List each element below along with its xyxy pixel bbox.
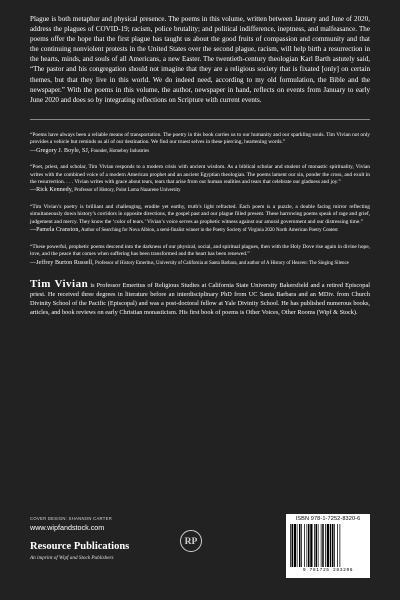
barcode-stripe [316,524,318,567]
barcode-stripe [322,524,324,567]
barcode-digits: 9 781725 283206 [302,568,354,573]
blurb [30,204,370,235]
blurb-author: —Gregory J. Boyle, SJ, [30,147,90,154]
barcode-stripe [327,524,329,567]
blurb [30,132,370,155]
blurb [30,164,370,195]
barcode-stripe [294,524,296,567]
barcode-icon [289,524,367,567]
publisher-logo-icon: RP [180,530,202,552]
barcode-stripe [337,524,338,567]
barcode-stripe [299,524,301,567]
blurb-attribution [30,187,370,195]
barcode-stripe [310,524,312,567]
isbn-label: ISBN 978-1-7252-8320-6 [295,516,361,522]
barcode-stripe [334,524,335,567]
barcode-stripe [321,524,322,567]
blurb-quote: “Tim Vivian’s poetry is brilliant and challenging, erudite yet earthy, truth’s light refracted. Each poem is a puzzle, a double facing mirror reflecting simultaneously down history’s corridors in opposite directions, the gospel past and our plague filled present. These harrowing poems speak of rage and grief, judgement and mercy. They know the ‘color of tears.’ Vivian’s voice serves as prophetic witness against our amoral government and our distressing time.” [30,204,370,225]
barcode-stripe [308,524,310,567]
publisher-website: www.wipfandstock.com [30,523,105,532]
barcode-stripe [304,524,305,567]
author-bio-text: is Professor Emeritus of Religious Studies at California State University Bakersfield and a retired Episcopal priest. He received three degrees in literature before an interdisciplinary PhD from UC Santa Barbara and an MDiv. from Church Divinity School of the Pacific (Episcopal) and was a post-doctoral fellow at Yale Divinity School. He has published numerous books, articles, and book reviews on early Christian monasticism. His first book of poems is Other Voices, Other Rooms (Wipf & Stock). [30,282,370,317]
blurb-quote: “Poems have always been a reliable means of transportation. The poetry in this book carries us to our humanity and our sparkling souls. Tim Vivian not only provides a vehicle but reminds us all of our destination. We find our truest selves in these piercing, heartening words.” [30,131,370,146]
blurb-quote: “Poet, priest, and scholar, Tim Vivian responds to a modern crisis with ancient wisdom. As a biblical scholar and student of monastic spirituality, Vivian writes with the combined voice of a modern American prophet and an ancient Egyptian theologian. The poems lament our sin, ponder the cross, and exult in the resurrection. . . . Vivian writes with grace about tears, tears that arise from our human realities and tears that celebrate our gladness and joy.” [30,164,370,186]
blurb-author: —Rick Kennedy, [30,187,74,194]
barcode-stripe [301,524,302,567]
barcode-stripe [340,524,341,567]
barcode-stripe [325,524,326,567]
barcode-stripe [290,524,291,567]
blurb-attribution [30,260,370,268]
barcode-stripe [292,524,294,567]
blurb-attribution [30,227,370,235]
footer [30,516,370,592]
barcode-stripe [307,524,308,567]
book-description: Plague is both metaphor and physical presence. The poems in this volume, written between January and June of 2020, address the plagues of COVID-19; racism, police brutality; and political indifference, ineptness, and malfeasance. The poems offer the hope that the first plague has taught us about the good fruits of compassion and community and that the continuing nonviolent protests in the United States over the second plague, racism, will help birth a resurrection in the hearts, minds, and souls of all Americans, a new Easter. The twentieth-century theologian Karl Barth astutely said, “The pastor and his congregation should not imagine that they are a religious society that is fixated [only] on certain themes, but that they live in this world. We do indeed need, according to my old formulation, the Bible and the newspaper.” With the poems in this volume, the author, newspaper in hand, reflects on events from January to early June 2020 and does so by integrating reflections on Scripture with current events. [30,15,370,104]
publisher-imprint: An imprint of Wipf and Stock Publishers [30,555,114,561]
blurbs [30,132,370,267]
barcode-stripe [318,524,319,567]
barcode-stripe [330,524,332,567]
blurb-attribution [30,148,370,156]
blurb-quote: “These powerful, prophetic poems descend into the darkness of our physical, social, and spiritual plagues, then with the Holy Dove rise again in divine hope, love, and the peace that comes when suffering has been transformed and the heart has been renewed.” [30,243,370,258]
divider [30,119,370,120]
author-name: Tim Vivian [30,278,89,291]
blurb [30,244,370,267]
barcode-stripe [332,524,334,567]
cover-design-credit: COVER DESIGN: SHANNON CARTER [30,516,113,521]
barcode-stripe [297,524,298,567]
blurb-author: —Jeffrey Burton Russell, [30,259,94,266]
blurb-affiliation: Professor of History, Point Loma Nazarene University [73,188,181,194]
blurb-affiliation: Professor of History Emeritus, University of California at Santa Barbara, and author of A History of Heaven: The Singing Silence [93,260,349,266]
barcode-stripe [314,524,315,567]
publisher-name: Resource Publications [30,541,130,552]
blurb-affiliation: Author of Searching for Nova Albion, a semi-finalist winner in the Poetry Society of Virginia 2020 North American Poetry Contest [80,228,338,234]
blurb-affiliation: Founder, Homeboy Industries [89,148,150,154]
blurb-author: —Pamela Cranston, [30,227,81,234]
author-bio [30,280,370,317]
isbn-barcode [286,514,370,578]
